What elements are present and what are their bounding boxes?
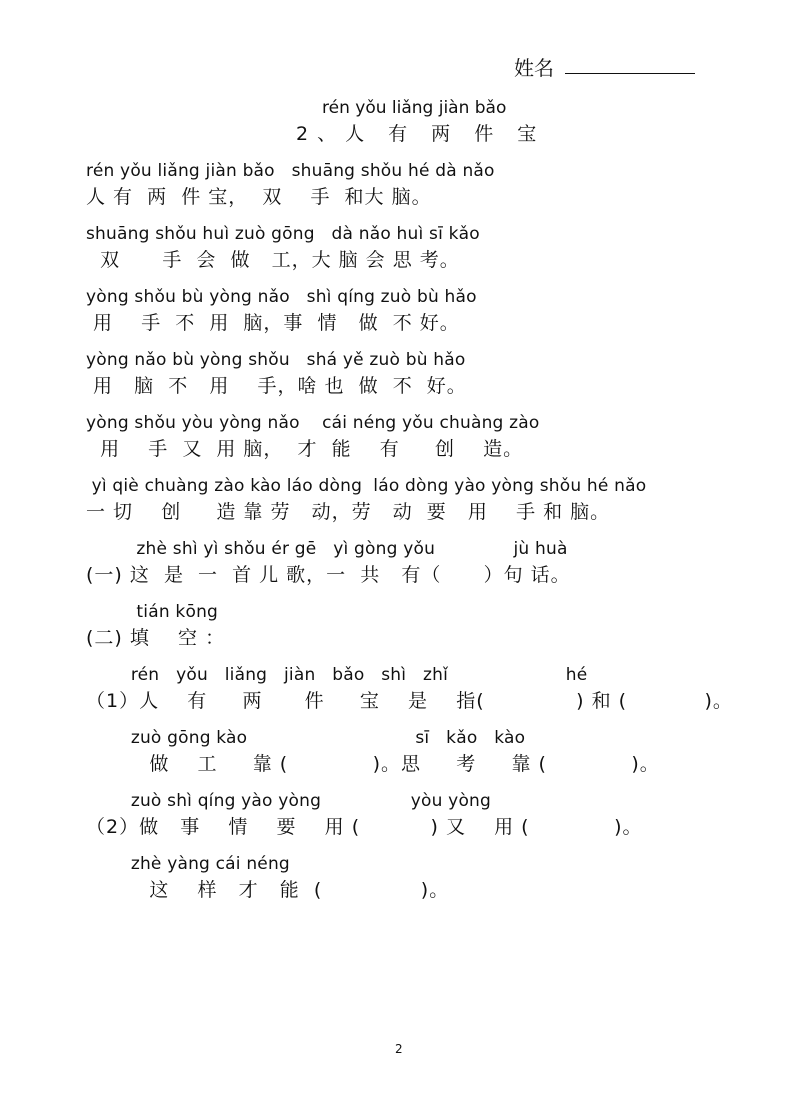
- poem-line-4-text: 用 脑 不 用 手，啥 也 做 不 好。: [86, 375, 467, 397]
- poem-line-3-text: 用 手 不 用 脑，事 情 做 不 好。: [86, 312, 460, 334]
- name-blank-line[interactable]: [565, 73, 695, 74]
- sub-question-1b-pinyin: zuò gōng kào sī kǎo kào: [86, 728, 526, 748]
- title-pinyin: rén yǒu liǎng jiàn bǎo: [322, 98, 507, 118]
- question-1-pinyin: zhè shì yì shǒu ér gē yì gòng yǒu jù huà: [86, 539, 568, 559]
- sub-question-2-pinyin: zuò shì qíng yào yòng yòu yòng: [86, 791, 492, 811]
- poem-line-5-pinyin: yòng shǒu yòu yòng nǎo cái néng yǒu chuàng zào: [86, 413, 540, 433]
- sub-question-2b-pinyin: zhè yàng cái néng: [86, 854, 290, 874]
- poem-line-5-text: 用 手 又 用 脑， 才 能 有 创 造。: [86, 438, 524, 460]
- sub-question-1b-text[interactable]: 做 工 靠 ( )。思 考 靠 ( )。: [86, 753, 660, 775]
- sub-question-2b-text[interactable]: 这 样 才 能 ( )。: [86, 879, 450, 901]
- poem-line-1-text: 人 有 两 件 宝， 双 手 和大 脑。: [86, 186, 432, 208]
- sub-question-1-text[interactable]: （1）人 有 两 件 宝 是 指( ) 和 ( )。: [86, 690, 733, 712]
- page-title: 2、人 有 两 件 宝: [296, 123, 546, 145]
- question-1-text[interactable]: (一) 这 是 一 首 儿 歌，一 共 有（ ）句 话。: [86, 564, 571, 586]
- question-2-heading: (二) 填 空 ：: [86, 627, 226, 649]
- page-number: 2: [395, 1042, 403, 1056]
- sub-question-1-pinyin: rén yǒu liǎng jiàn bǎo shì zhǐ hé: [86, 665, 588, 685]
- question-2-pinyin: tián kōng: [86, 602, 219, 622]
- sub-question-2-text[interactable]: （2）做 事 情 要 用 ( ) 又 用 ( )。: [86, 816, 643, 838]
- poem-line-4-pinyin: yòng nǎo bù yòng shǒu shá yě zuò bù hǎo: [86, 350, 466, 370]
- poem-line-1-pinyin: rén yǒu liǎng jiàn bǎo shuāng shǒu hé dà nǎo: [86, 161, 495, 181]
- poem-line-3-pinyin: yòng shǒu bù yòng nǎo shì qíng zuò bù hǎo: [86, 287, 477, 307]
- poem-line-2-pinyin: shuāng shǒu huì zuò gōng dà nǎo huì sī kǎo: [86, 224, 480, 244]
- poem-line-6-pinyin: yì qiè chuàng zào kào láo dòng láo dòng yào yòng shǒu hé nǎo: [86, 476, 647, 496]
- poem-line-6-text: 一 切 创 造 靠 劳 动，劳 动 要 用 手 和 脑。: [86, 501, 611, 523]
- poem-line-2-text: 双 手 会 做 工，大 脑 会 思 考。: [86, 249, 460, 271]
- name-label: 姓名: [514, 56, 554, 80]
